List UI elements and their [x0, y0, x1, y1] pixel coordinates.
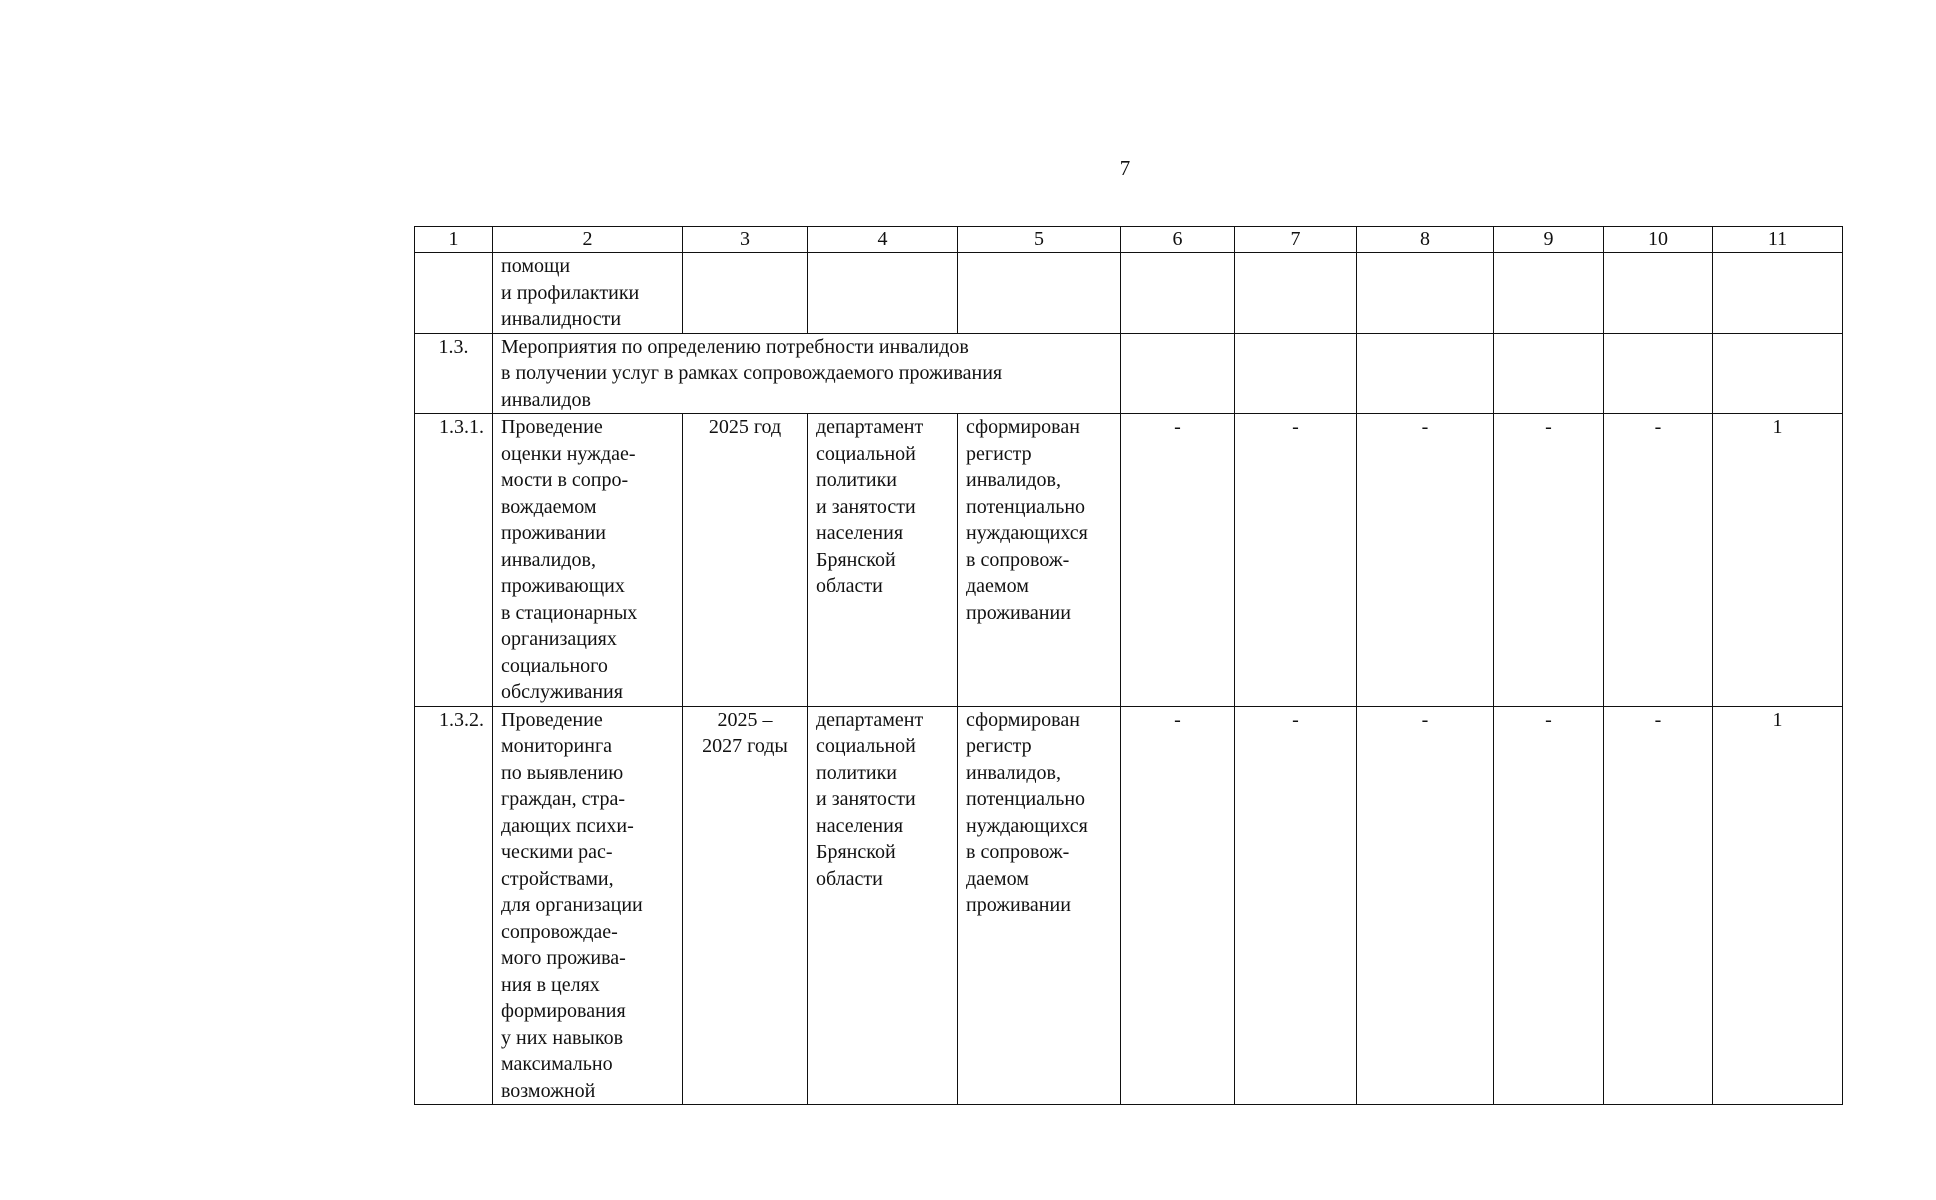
cell-value [1604, 253, 1713, 334]
cell-executor [808, 253, 958, 334]
cell-value [1713, 253, 1843, 334]
header-cell: 10 [1604, 227, 1713, 253]
measures-table [414, 226, 1843, 1105]
cell-term [683, 253, 808, 334]
cell-executor: департамент социальной политики и занятости населения Брянской области [808, 414, 958, 707]
cell-value: - [1121, 414, 1235, 707]
header-cell: 6 [1121, 227, 1235, 253]
cell-num: 1.3.2. [415, 706, 493, 1105]
cell-num: 1.3. [415, 333, 493, 414]
cell-value: - [1235, 706, 1357, 1105]
header-cell: 2 [493, 227, 683, 253]
cell-value [1357, 333, 1494, 414]
cell-value: - [1357, 414, 1494, 707]
cell-term: 2025 – 2027 годы [683, 706, 808, 1105]
cell-value [1604, 333, 1713, 414]
section-title: Мероприятия по определению потребности инвалидов в получении услуг в рамках сопровождаемого проживания инвалидов [493, 333, 1121, 414]
cell-name: Проведение мониторинга по выявлению граждан, стра- дающих психи- ческими рас- стройствами, для организации сопровождае- мого прожива- ния в целях формирования у них навыков максимально возможной [493, 706, 683, 1105]
header-cell: 4 [808, 227, 958, 253]
cell-result: сформирован регистр инвалидов, потенциально нуждающихся в сопровож- даемом проживании [958, 414, 1121, 707]
cell-name: помощи и профилактики инвалидности [493, 253, 683, 334]
cell-name: Проведение оценки нуждае- мости в сопро- вождаемом проживании инвалидов, проживающих в стационарных организациях социального обслуживания [493, 414, 683, 707]
cell-value [1235, 333, 1357, 414]
cell-executor: департамент социальной политики и занятости населения Брянской области [808, 706, 958, 1105]
cell-value [1235, 253, 1357, 334]
header-cell: 8 [1357, 227, 1494, 253]
table-header-row [415, 227, 1843, 253]
cell-value: - [1604, 706, 1713, 1105]
cell-value: 1 [1713, 706, 1843, 1105]
cell-result [958, 253, 1121, 334]
table-row [415, 706, 1843, 1105]
cell-value [1494, 253, 1604, 334]
cell-value [1121, 253, 1235, 334]
cell-value: - [1121, 706, 1235, 1105]
cell-value: - [1235, 414, 1357, 707]
cell-value [1357, 253, 1494, 334]
cell-num [415, 253, 493, 334]
header-cell: 1 [415, 227, 493, 253]
cell-value [1713, 333, 1843, 414]
cell-result: сформирован регистр инвалидов, потенциально нуждающихся в сопровож- даемом проживании [958, 706, 1121, 1105]
cell-term: 2025 год [683, 414, 808, 707]
table-row [415, 253, 1843, 334]
header-cell: 7 [1235, 227, 1357, 253]
page-number: 7 [1119, 156, 1131, 180]
cell-value [1494, 333, 1604, 414]
header-cell: 11 [1713, 227, 1843, 253]
header-cell: 9 [1494, 227, 1604, 253]
header-cell: 5 [958, 227, 1121, 253]
cell-value: - [1494, 414, 1604, 707]
cell-value [1121, 333, 1235, 414]
cell-value: 1 [1713, 414, 1843, 707]
cell-value: - [1494, 706, 1604, 1105]
header-cell: 3 [683, 227, 808, 253]
cell-num: 1.3.1. [415, 414, 493, 707]
table-row [415, 414, 1843, 707]
cell-value: - [1357, 706, 1494, 1105]
cell-value: - [1604, 414, 1713, 707]
table-row-section [415, 333, 1843, 414]
